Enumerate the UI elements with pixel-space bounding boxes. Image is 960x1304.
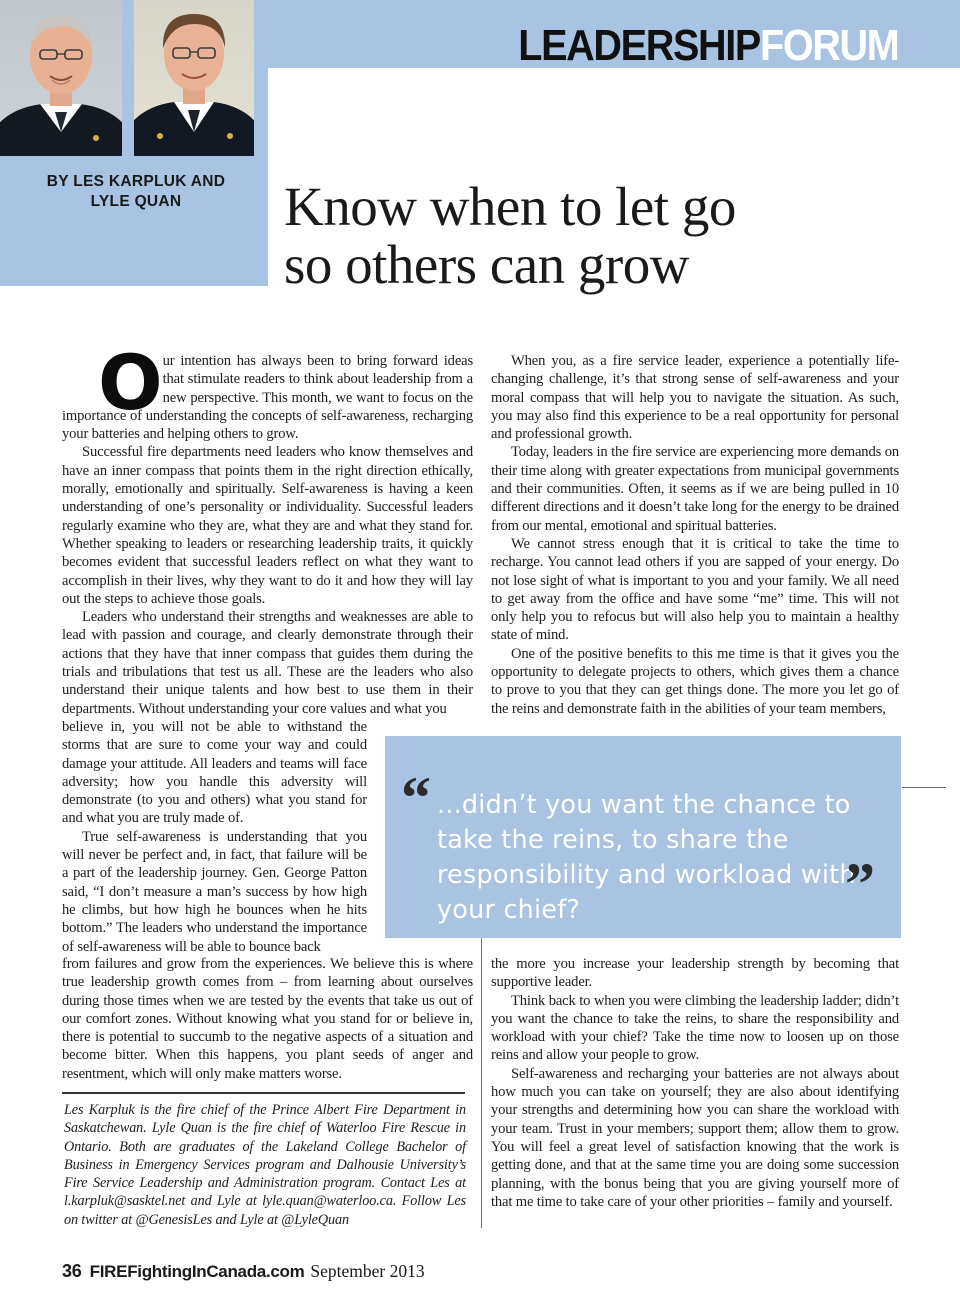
body-paragraph: One of the positive benefits to this me time is that it gives you the opportunity to delegate projects to others, which gives them a chance to prove to you that they can get things done. The more you let go of the reins and demonstrate faith in the abilities of your team members, bbox=[491, 645, 899, 717]
drop-cap: O bbox=[98, 338, 161, 427]
body-paragraph: Think back to when you were climbing the leadership ladder; didn’t you want the chance to take the reins, to share the responsibility and workload with your chief? Take the time now to loosen up on those reins and allow your people to grow. bbox=[491, 992, 899, 1064]
pull-quote-rule bbox=[902, 787, 946, 788]
column-divider bbox=[481, 938, 482, 1228]
body-paragraph: Today, leaders in the fire service are experiencing more demands on their time along with greater expectations from municipal governments and their communities. Often, it seems as if we are being pulled in 10 different directions and it doesn’t take long for the energy to be drained from our mental, emotional and spiritual batteries. bbox=[491, 444, 899, 534]
body-paragraph: believe in, you will not be able to withstand the storms that are sure to come your way and could damage your attitude. All leaders and teams will face adversity; how you handle this adversity will demonstrate (to you and others) what you stand for and what you are truly made of. bbox=[62, 719, 367, 827]
body-paragraph: We cannot stress enough that it is critical to take the time to recharge. You cannot lead others if you are sapped of your energy. Do not lose sight of what is important to you and your family. We all need to get away from the office and have some “me” time. This will not only help you to refocus but will also help you to maintain a healthy state of mind. bbox=[491, 535, 899, 644]
byline-line-1: BY LES KARPLUK AND bbox=[46, 173, 226, 190]
open-quote-mark: “ bbox=[401, 765, 431, 831]
body-column-left-narrow bbox=[62, 718, 367, 956]
headline-line-2: so others can grow bbox=[284, 234, 689, 295]
author-photo-karpluk bbox=[0, 0, 122, 156]
body-paragraph: True self-awareness is understanding that you will never be perfect and, in fact, that failure will be a part of the leadership journey. Gen. George Patton said, “I don’t measure a man’s success by how high he climbs, but how high he bounces when he hits bottom.” The leaders who understand the importance of self-awareness will be able to bounce back bbox=[62, 828, 367, 955]
footer-website: FIREFightingInCanada.com bbox=[89, 1262, 305, 1281]
issue-date: September 2013 bbox=[310, 1261, 425, 1281]
body-column-right-bottom bbox=[491, 955, 899, 1211]
bio-divider bbox=[62, 1092, 465, 1094]
author-bio: Les Karpluk is the fire chief of the Prince Albert Fire Department in Saskatchewan. Lyle Quan is the fire chief of Waterloo Fire Rescue in Ontario. Both are graduates of the Lakeland College Bachelor of Business in Emergency Services program and Dalhousie University’s Fire Service Leadership and Administration program. Contact Les at l.karpluk@sasktel.net and Lyle at lyle.quan@waterloo.ca. Follow Les on twitter at @GenesisLes and Lyle at @LyleQuan bbox=[64, 1102, 466, 1228]
body-paragraph: Leaders who understand their strengths and weaknesses are able to lead with passion and courage, and clearly demonstrate through their actions that they have that inner compass that guides them during the trials and tribulations that test us all. These are the leaders who also understand their unique talents and how best to use them in their departments. Without understanding your core values and what you bbox=[62, 609, 473, 717]
masthead-light: FORUM bbox=[759, 21, 898, 70]
body-paragraph: the more you increase your leadership strength by becoming that supportive leader. bbox=[491, 956, 899, 991]
author-photo-quan bbox=[134, 0, 254, 156]
body-paragraph: Self-awareness and recharging your batteries are not always about how much you can take on yourself; they are also about identifying your strengths and determining how you can share the workload with your team. Trust in your members; support them; allow them to grow. You will feel a great level of satisfaction knowing that the work is getting done, and that at the same time you are doing some succession planning, with the bonus being that you are giving yourself more of that me time to take care of your other priorities – family and yourself. bbox=[491, 1065, 899, 1210]
headline-line-1: Know when to let go bbox=[284, 176, 736, 237]
page-footer bbox=[62, 1259, 425, 1284]
body-column-right-top bbox=[491, 352, 899, 718]
body-paragraph: When you, as a fire service leader, experience a potentially life-changing challenge, it’s that strong sense of self-awareness and your moral compass that will help you to navigate the situation. As such, you may also find this experience to be a real opportunity for personal and professional growth. bbox=[491, 353, 899, 443]
body-paragraph: from failures and grow from the experiences. We believe this is where true leadership growth comes from – from learning about ourselves during those times when we are tested by the events that take us out of our comfort zones. Without knowing what you stand for or believe in, there is potential to succumb to the negative aspects of a situation and become bitter. When this happens, you plant seeds of anger and resentment, which will only make matters worse. bbox=[62, 956, 473, 1082]
body-column-left-top bbox=[62, 338, 473, 718]
pull-quote bbox=[385, 736, 901, 938]
masthead bbox=[518, 20, 898, 72]
page-number: 36 bbox=[62, 1261, 82, 1281]
masthead-bold: LEADERSHIP bbox=[517, 21, 760, 70]
byline-line-2: LYLE QUAN bbox=[90, 193, 182, 210]
article-headline bbox=[284, 178, 924, 294]
pull-quote-text: ...didn’t you want the chance to take the reins, to share the responsibility and workload with your chief? bbox=[437, 790, 856, 925]
body-paragraph: Successful fire departments need leaders who know themselves and have an inner compass that points them in the right direction ethically, morally, emotionally and spiritually. Self-awareness is having a keen understanding of one’s personality or individuality. Successful leaders regularly examine who they are, what they are and what they stand for. Whether speaking to leaders or researching leadership traits, it quickly becomes evident that successful leaders reflect on what they want to accomplish in their lives, why they want to do it and how they will lay out the steps to achieve those goals. bbox=[62, 444, 473, 607]
byline bbox=[0, 172, 272, 212]
body-column-left-bottom bbox=[62, 955, 473, 1083]
close-quote-mark: ” bbox=[845, 851, 875, 917]
body-paragraph: ur intention has always been to bring forward ideas that stimulate readers to think about leadership from a new perspective. This month, we want to focus on the importance of understanding the concepts of self-awareness, recharging your batteries and helping others to grow. bbox=[62, 353, 473, 443]
